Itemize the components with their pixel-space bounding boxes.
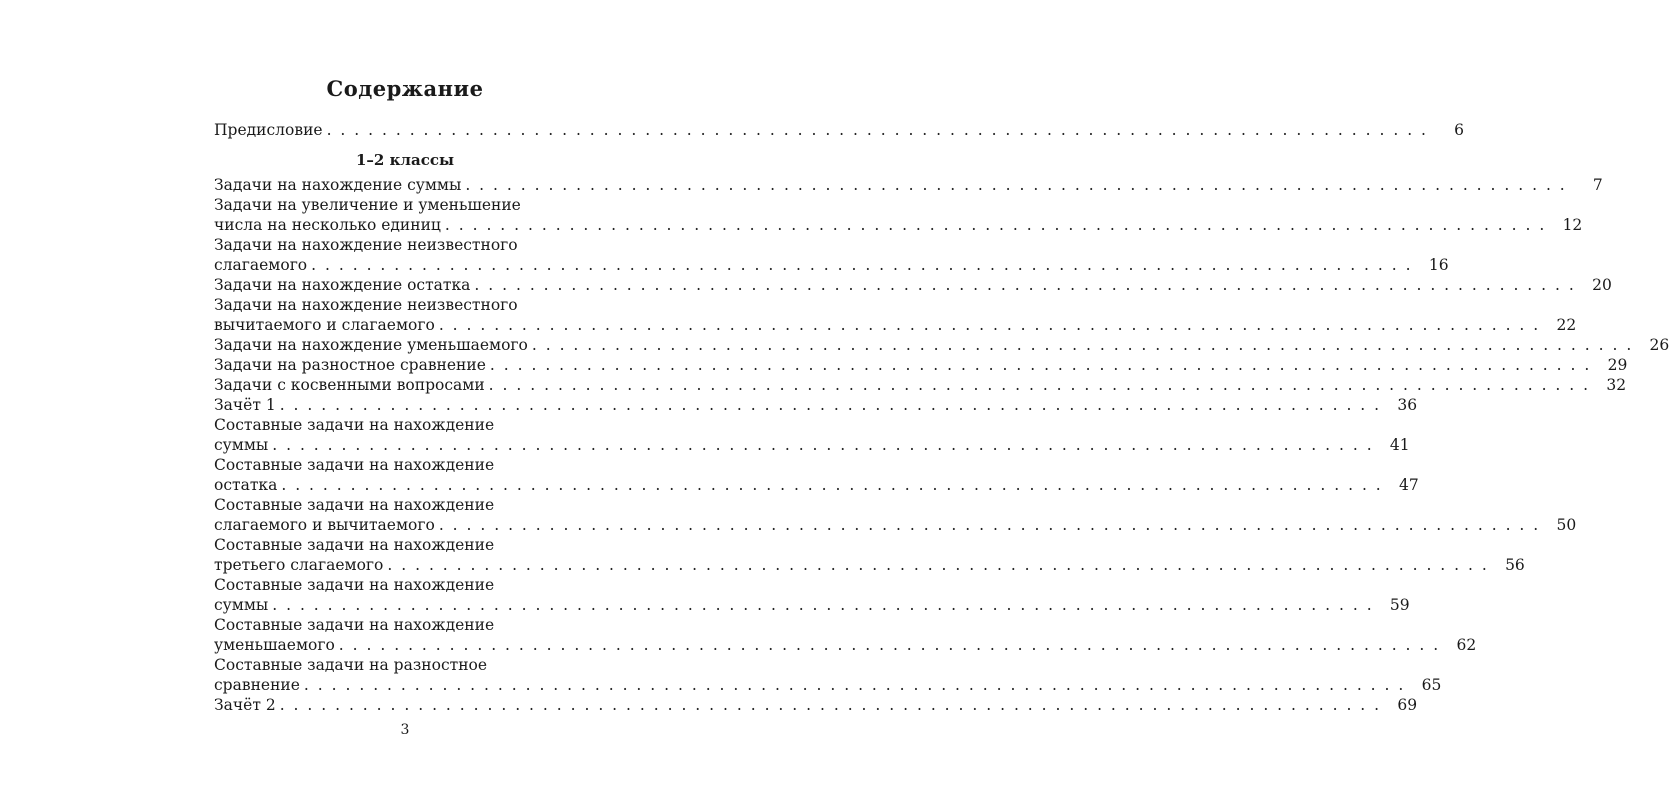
toc-entry-line: Составные задачи на нахождение <box>214 536 495 554</box>
toc-entry-page: 50 <box>1556 516 1577 534</box>
toc-entry-page: 20 <box>1592 276 1612 294</box>
toc-entry-line-last <box>214 335 1669 355</box>
toc-entry-page: 62 <box>1456 636 1477 654</box>
toc-entry-line-last <box>214 215 1583 235</box>
leader-dots: . . . . . . . . . . . . . . . . . . . . . . . . . . . . . . . . . . . . . . . . . . . . . . . . . . . . . . . . . . . . . . . . . . . . . . . . . . . . . . . . <box>387 556 1489 574</box>
toc-entry-line: Составные задачи на нахождение <box>214 616 495 634</box>
toc-entry-text: суммы <box>214 436 269 454</box>
toc-entry-line-last <box>214 355 1628 375</box>
toc-entry-line-last <box>214 315 1577 335</box>
toc-entry-page: 36 <box>1397 396 1418 414</box>
toc-entry-page: 69 <box>1397 696 1418 714</box>
page-number: 3 <box>400 722 410 738</box>
toc-entry-page: 7 <box>1592 176 1603 194</box>
toc-entry-text: слагаемого и вычитаемого <box>214 516 435 534</box>
leader-dots: . . . . . . . . . . . . . . . . . . . . . . . . . . . . . . . . . . . . . . . . . . . . . . . . . . . . . . . . . . . . . . . . . . . . . . . . . . . . . . . . <box>281 476 1383 494</box>
toc-entry-line-last <box>214 375 1627 395</box>
toc-entry-line: Составные задачи на нахождение <box>214 496 495 514</box>
toc-entry-text: слагаемого <box>214 256 308 274</box>
toc-entry-page: 41 <box>1389 436 1410 454</box>
toc-entry-line-last <box>214 595 1410 615</box>
leader-dots: . . . . . . . . . . . . . . . . . . . . . . . . . . . . . . . . . . . . . . . . . . . . . . . . . . . . . . . . . . . . . . . . . . . . . . . . . . . . . . . . <box>303 676 1406 694</box>
toc-entry-line-last <box>214 555 1525 575</box>
toc-entry-text: уменьшаемого <box>214 636 335 654</box>
leader-dots: . . . . . . . . . . . . . . . . . . . . . . . . . . . . . . . . . . . . . . . . . . . . . . . . . . . . . . . . . . . . . . . . . . . . . . . . . . . . . . . . <box>311 256 1413 274</box>
toc-entry-line-last <box>214 435 1410 455</box>
toc-entry-page: 12 <box>1562 216 1583 234</box>
leader-dots: . . . . . . . . . . . . . . . . . . . . . . . . . . . . . . . . . . . . . . . . . . . . . . . . . . . . . . . . . . . . . . . . . . . . . . . . . . . . . . . . <box>272 596 1374 614</box>
page-title: Содержание <box>326 76 484 101</box>
leader-dots: . . . . . . . . . . . . . . . . . . . . . . . . . . . . . . . . . . . . . . . . . . . . . . . . . . . . . . . . . . . . . . . . . . . . . . . . . . . . . . . . <box>488 376 1591 394</box>
toc-entry-line: Составные задачи на нахождение <box>214 416 495 434</box>
leader-dots: . . . . . . . . . . . . . . . . . . . . . . . . . . . . . . . . . . . . . . . . . . . . . . . . . . . . . . . . . . . . . . . . . . . . . . . . . . . . . . . . <box>489 356 1592 374</box>
toc-entry-text: третьего слагаемого <box>214 556 384 574</box>
toc-entry-line: Задачи на нахождение неизвестного <box>214 236 518 254</box>
toc-entry-line-last <box>214 515 1577 535</box>
toc-entry-page: 22 <box>1556 316 1577 334</box>
toc-entry-text: Задачи на нахождение суммы <box>214 176 462 194</box>
toc-entry-line-last <box>214 395 1418 415</box>
leader-dots: . . . . . . . . . . . . . . . . . . . . . . . . . . . . . . . . . . . . . . . . . . . . . . . . . . . . . . . . . . . . . . . . . . . . . . . . . . . . . . . . <box>279 396 1382 414</box>
leader-dots: . . . . . . . . . . . . . . . . . . . . . . . . . . . . . . . . . . . . . . . . . . . . . . . . . . . . . . . . . . . . . . . . . . . . . . . . . . . . . . . . <box>474 276 1576 294</box>
toc-entry-preface <box>214 120 1464 140</box>
toc-entry-line-last <box>214 695 1418 715</box>
toc-entry-text: суммы <box>214 596 269 614</box>
toc-entry-text: Задачи с косвенными вопросами <box>214 376 485 394</box>
toc-entry-line-last <box>214 175 1603 195</box>
toc-entry-line: Задачи на увеличение и уменьшение <box>214 196 521 214</box>
toc-entry-page: 26 <box>1649 336 1669 354</box>
toc-entry-page: 6 <box>1454 121 1464 139</box>
toc-entry-text: числа на несколько единиц <box>214 216 441 234</box>
toc-entry-line-last <box>214 635 1477 655</box>
toc-entry-page: 29 <box>1607 356 1628 374</box>
leader-dots: . . . . . . . . . . . . . . . . . . . . . . . . . . . . . . . . . . . . . . . . . . . . . . . . . . . . . . . . . . . . . . . . . . . . . . . . . . . . . . . . <box>438 316 1541 334</box>
toc-entry-page: 16 <box>1428 256 1449 274</box>
toc-entry-page: 47 <box>1399 476 1419 494</box>
toc-entry-page: 59 <box>1389 596 1410 614</box>
leader-dots: . . . . . . . . . . . . . . . . . . . . . . . . . . . . . . . . . . . . . . . . . . . . . . . . . . . . . . . . . . . . . . . . . . . . . . . . . . . . . . . . <box>272 436 1374 454</box>
toc-entry-line-last <box>214 255 1449 275</box>
leader-dots: . . . . . . . . . . . . . . . . . . . . . . . . . . . . . . . . . . . . . . . . . . . . . . . . . . . . . . . . . . . . . . . . . . . . . . . . . . . . . . . . <box>444 216 1547 234</box>
toc-entry-text: сравнение <box>214 676 300 694</box>
toc-entry-line: Составные задачи на нахождение <box>214 576 495 594</box>
toc-entry-text: остатка <box>214 476 278 494</box>
toc-entry-text: Предисловие <box>214 121 323 139</box>
toc-entry-line-last <box>214 475 1419 495</box>
toc-entry-line: Составные задачи на разностное <box>214 656 488 674</box>
leader-dots: . . . . . . . . . . . . . . . . . . . . . . . . . . . . . . . . . . . . . . . . . . . . . . . . . . . . . . . . . . . . . . . . . . . . . . . . . . . . . . . . <box>465 176 1567 194</box>
leader-dots: . . . . . . . . . . . . . . . . . . . . . . . . . . . . . . . . . . . . . . . . . . . . . . . . . . . . . . . . . . . . . . . . . . . . . . . . . . . . . . . . <box>326 121 1428 139</box>
toc-entry-text: Задачи на разностное сравнение <box>214 356 486 374</box>
section-heading: 1–2 классы <box>355 151 455 169</box>
toc-entry-text: Зачёт 1 <box>214 396 276 414</box>
toc-entry-page: 56 <box>1505 556 1525 574</box>
leader-dots: . . . . . . . . . . . . . . . . . . . . . . . . . . . . . . . . . . . . . . . . . . . . . . . . . . . . . . . . . . . . . . . . . . . . . . . . . . . . . . . . <box>279 696 1382 714</box>
toc-entry-text: вычитаемого и слагаемого <box>214 316 435 334</box>
leader-dots: . . . . . . . . . . . . . . . . . . . . . . . . . . . . . . . . . . . . . . . . . . . . . . . . . . . . . . . . . . . . . . . . . . . . . . . . . . . . . . . . <box>338 636 1441 654</box>
toc-entry-line: Составные задачи на нахождение <box>214 456 495 474</box>
toc-entry-page: 65 <box>1421 676 1442 694</box>
leader-dots: . . . . . . . . . . . . . . . . . . . . . . . . . . . . . . . . . . . . . . . . . . . . . . . . . . . . . . . . . . . . . . . . . . . . . . . . . . . . . . . . <box>531 336 1634 354</box>
toc-entry-text: Задачи на нахождение уменьшаемого <box>214 336 528 354</box>
toc-entry-line-last <box>214 275 1612 295</box>
toc-entry-text: Зачёт 2 <box>214 696 276 714</box>
toc-entry-text: Задачи на нахождение остатка <box>214 276 471 294</box>
toc-entry-line: Задачи на нахождение неизвестного <box>214 296 518 314</box>
leader-dots: . . . . . . . . . . . . . . . . . . . . . . . . . . . . . . . . . . . . . . . . . . . . . . . . . . . . . . . . . . . . . . . . . . . . . . . . . . . . . . . . <box>438 516 1541 534</box>
toc-entry-page: 32 <box>1606 376 1627 394</box>
toc-entry-line-last <box>214 675 1442 695</box>
